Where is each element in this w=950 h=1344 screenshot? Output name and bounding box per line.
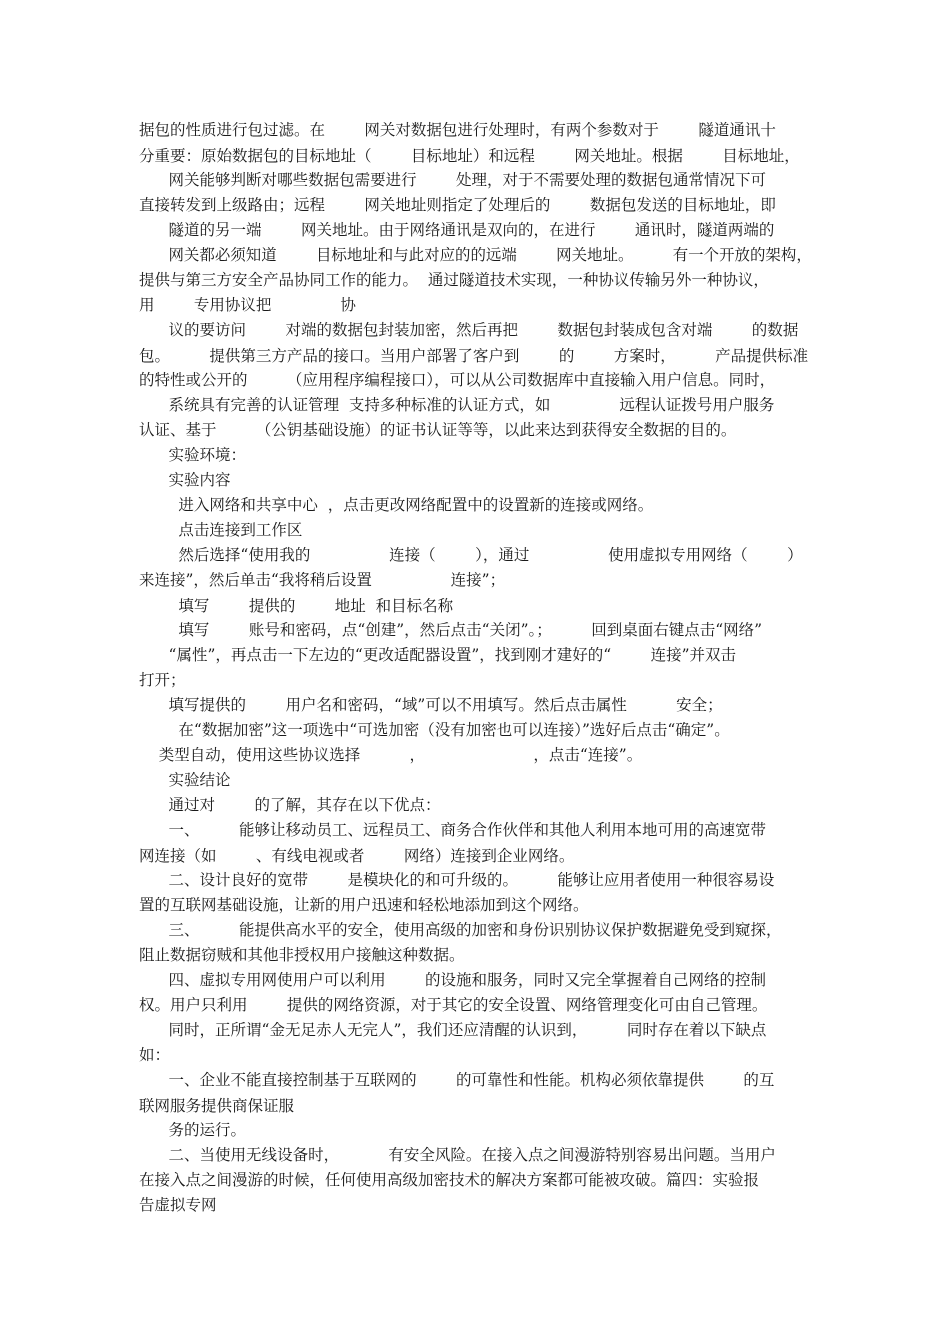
text-line: 包。 提供第三方产品的接口。当用户部署了客户到 的 方案时， 产品提供标准	[139, 347, 809, 365]
text-line: 分重要：原始数据包的目标地址（ 目标地址）和远程 网关地址。根据 目标地址，	[139, 147, 800, 165]
text-line: 类型自动，使用这些协议选择 ， ，点击“连接”。	[139, 746, 643, 764]
text-line: 在接入点之间漫游的时候，任何使用高级加密技术的解决方案都可能被攻破。篇四：实验报	[139, 1171, 760, 1189]
text-line: 阻止数据窃贼和其他非授权用户接触这种数据。	[139, 946, 465, 964]
text-line: “属性”，再点击一下左边的“更改适配器设置”，找到刚才建好的“ 连接”并双击	[139, 646, 737, 664]
text-line: 的特性或公开的 （应用程序编程接口），可以从公司数据库中直接输入用户信息。同时，	[139, 371, 776, 389]
text-line: 务的运行。	[139, 1121, 247, 1139]
text-line: 填写 提供的 地址 和目标名称	[139, 597, 454, 615]
text-line: 打开；	[139, 671, 186, 689]
text-line: 四、虚拟专用网使用户可以利用 的设施和服务，同时又完全掌握着自己网络的控制	[139, 971, 766, 989]
text-line: 联网服务提供商保证服	[139, 1097, 295, 1115]
text-line: 网关都必须知道 目标地址和与此对应的的远端 网关地址。 有一个开放的架构，	[139, 246, 812, 264]
text-line: 网连接（如 、有线电视或者 网络）连接到企业网络。	[139, 847, 575, 865]
text-line: 三、 能提供高水平的安全，使用高级的加密和身份识别协议保护数据避免受到窥探，	[139, 921, 782, 939]
text-line: 网关能够判断对哪些数据包需要进行 处理，对于不需要处理的数据包通常情况下可	[139, 171, 766, 189]
text-line: 一、企业不能直接控制基于互联网的 的可靠性和性能。机构必须依靠提供 的互	[139, 1071, 775, 1089]
text-line: 认证、基于 （公钥基础设施）的证书认证等等，以此来达到获得安全数据的目的。	[139, 421, 737, 439]
text-line: 进入网络和共享中心 ，点击更改网络配置中的设置新的连接或网络。	[139, 496, 654, 514]
text-line: 告虚拟专网	[139, 1196, 217, 1214]
text-line: 议的要访问 对端的数据包封装加密，然后再把 数据包封装成包含对端 的数据	[139, 321, 799, 339]
text-line: 点击连接到工作区	[139, 521, 303, 539]
text-line: 用 专用协议把 协	[139, 296, 356, 314]
text-line: 通过对 的了解，其存在以下优点：	[139, 796, 441, 814]
text-line: 系统具有完善的认证管理 支持多种标准的认证方式，如 远程认证拨号用户服务	[139, 396, 775, 414]
text-line: 填写 账号和密码，点“创建”，然后点击“关闭”。； 回到桌面右键点击“网络”	[139, 621, 763, 639]
text-line: 然后选择“使用我的 连接（ ），通过 使用虚拟专用网络（ ）	[139, 546, 803, 564]
text-line: 二、当使用无线设备时， 有安全风险。在接入点之间漫游特别容易出问题。当用户	[139, 1146, 776, 1164]
text-line: 直接转发到上级路由；远程 网关地址则指定了处理后的 数据包发送的目标地址，即	[139, 196, 776, 214]
text-line: 实验环境：	[139, 446, 247, 464]
text-line: 如：	[139, 1046, 171, 1064]
text-line: 隧道的另一端 网关地址。由于网络通讯是双向的，在进行 通讯时，隧道两端的	[139, 221, 775, 239]
text-line: 权。用户只利用 提供的网络资源，对于其它的安全设置、网络管理变化可由自己管理。	[139, 996, 768, 1014]
text-line: 二、设计良好的宽带 是模块化的和可升级的。 能够让应用者使用一种很容易设	[139, 871, 775, 889]
text-line: 一、 能够让移动员工、远程员工、商务合作伙伴和其他人利用本地可用的高速宽带	[139, 821, 766, 839]
text-line: 在“数据加密”这一项选中“可选加密（没有加密也可以连接）”选好后点击“确定”。	[139, 721, 730, 739]
text-line: 来连接”，然后单击“我将稍后设置 连接”；	[139, 571, 506, 589]
text-line: 置的互联网基础设施，让新的用户迅速和轻松地添加到这个网络。	[139, 896, 589, 914]
text-line: 同时，正所谓“金无足赤人无完人”，我们还应清醒的认识到， 同时存在着以下缺点	[139, 1021, 767, 1039]
text-line: 填写提供的 用户名和密码，“域”可以不用填写。然后点击属性 安全；	[139, 696, 723, 714]
text-line: 实验结论	[139, 771, 231, 789]
text-line: 实验内容	[139, 471, 231, 489]
text-line: 据包的性质进行包过滤。在 网关对数据包进行处理时，有两个参数对于 隧道通讯十	[139, 121, 776, 139]
text-line: 提供与第三方安全产品协同工作的能力。 通过隧道技术实现，一种协议传输另外一种协议，	[139, 271, 769, 289]
